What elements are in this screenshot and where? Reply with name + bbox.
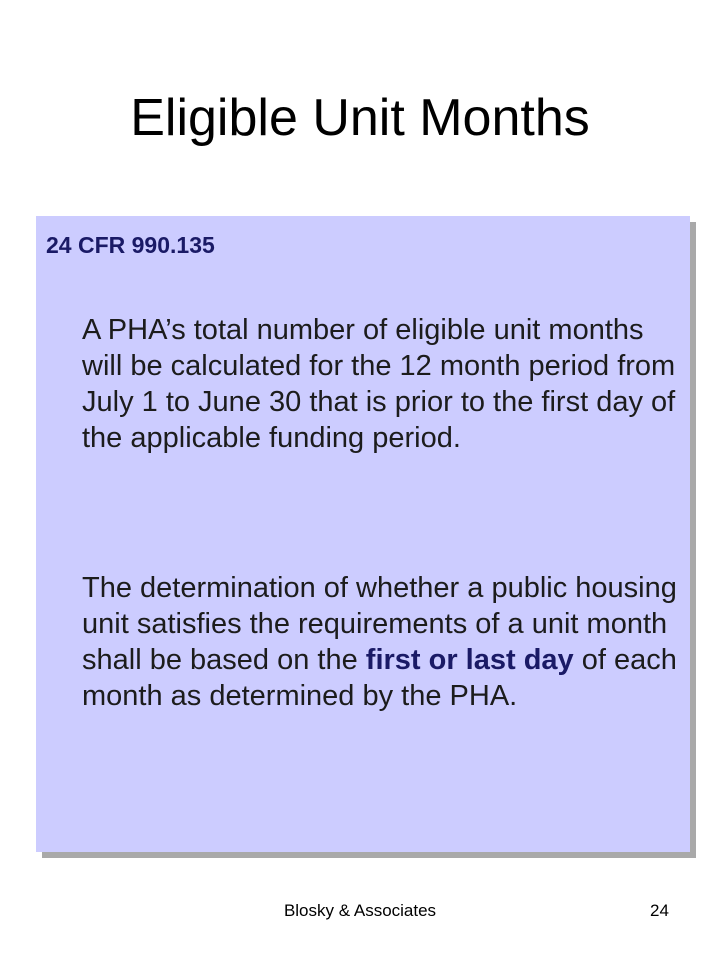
footer-text: Blosky & Associates <box>283 901 437 920</box>
content-box <box>36 216 690 852</box>
paragraph-unit-months-period: A PHA’s total number of eligible unit months will be calculated for the 12 month period from July 1 to June 30 that is prior to the first day of the applicable funding period. <box>82 314 676 454</box>
regulation-citation: 24 CFR 990.135 <box>46 232 215 258</box>
paragraph-unit-month-determination <box>82 570 682 714</box>
emphasized-text: first or last day <box>365 644 574 676</box>
slide-title: Eligible Unit Months <box>130 89 590 147</box>
page-number: 24 <box>650 901 669 920</box>
paragraph-text: The determination of whether a public housing unit satisfies the requirements of a unit month shall be based on the <box>82 572 677 676</box>
paragraph-text: of each month as determined by the PHA. <box>82 644 677 712</box>
